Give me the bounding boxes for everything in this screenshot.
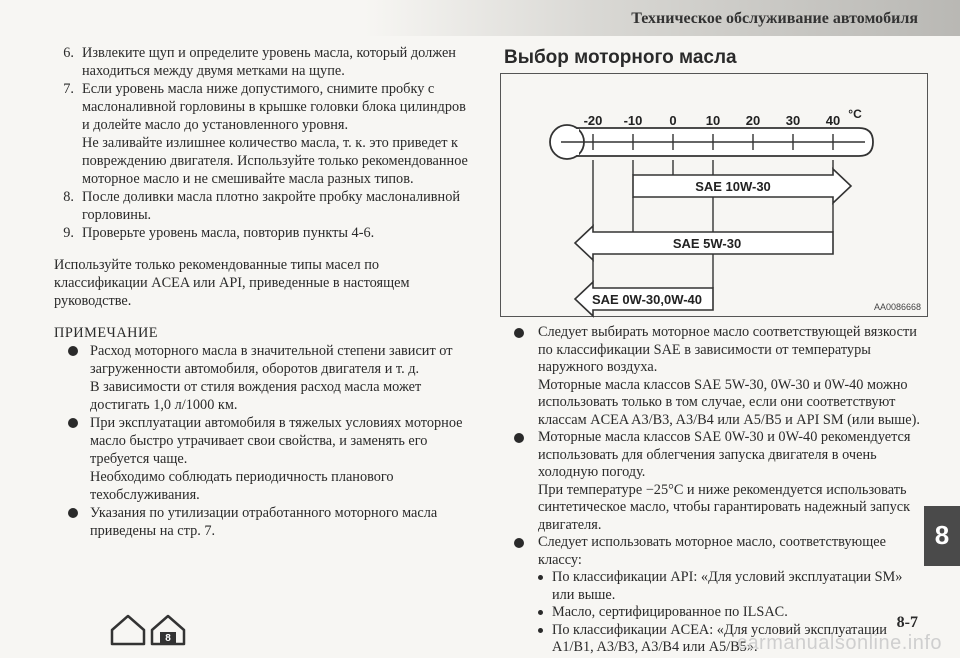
step-number: 9. <box>63 225 74 241</box>
tick-label: 10 <box>705 113 721 128</box>
section-title: Выбор моторного масла <box>504 47 737 68</box>
step-number: 8. <box>63 189 74 205</box>
acea-api-paragraph: Используйте только рекомендованные типы масел по классификации ACEA или API, приведенные в настоящем руководстве. <box>54 257 410 309</box>
bullet-icon <box>514 328 524 338</box>
note-text: Указания по утилизации отработанного моторного масла приведены на стр. 7. <box>90 505 438 539</box>
page-number: 8-7 <box>896 614 918 631</box>
nav-icons <box>108 610 188 650</box>
range-label: SAE 0W-30,0W-40 <box>591 292 703 307</box>
left-column <box>54 44 474 540</box>
step-text: Извлеките щуп и определите уровень масла, который должен находиться между двумя метками на щупе. <box>82 45 456 79</box>
note-text-continued: В зависимости от стиля вождения расход масла может достигать 1,0 л/1000 км. <box>90 379 422 413</box>
viscosity-chart-svg <box>501 74 929 318</box>
step-text: После доливки масла плотно закройте пробку маслоналивной горловины. <box>82 189 461 223</box>
sub-item <box>538 569 924 604</box>
step-text: Если уровень масла ниже допустимого, снимите пробку с маслоналивной горловины в крышке головки блока цилиндров и долейте масло до установленного уровня. <box>82 81 466 133</box>
sub-item <box>538 604 924 622</box>
tick-label: -20 <box>583 113 603 128</box>
sub-item-text: По классификации ACEA: «Для условий эксплуатации A1/B1, A3/B3, A3/B4 или A5/B5». <box>552 621 887 655</box>
step-number: 6. <box>63 45 74 61</box>
step-number: 7. <box>63 81 74 97</box>
range-label: SAE 5W-30 <box>672 236 742 251</box>
note-item <box>68 342 474 414</box>
bullet-icon <box>68 346 78 356</box>
sub-item-text: Масло, сертифицированное по ILSAC. <box>552 604 788 620</box>
step-6 <box>54 44 474 80</box>
note-text-continued: Необходимо соблюдать периодичность планового техобслуживания. <box>90 469 394 503</box>
nav-chapter-badge: 8 <box>165 633 171 644</box>
recommendation-item <box>514 324 924 429</box>
tick-label: 0 <box>669 113 677 128</box>
sub-bullet-icon <box>538 575 543 580</box>
note-item <box>68 414 474 504</box>
chapter-home-icon[interactable] <box>152 616 184 644</box>
step-text: Проверьте уровень масла, повторив пункты 4-6. <box>82 225 375 241</box>
step-9 <box>54 224 474 242</box>
chapter-number: 8 <box>934 520 950 550</box>
sub-bullet-icon <box>538 628 543 633</box>
sub-bullet-icon <box>538 610 543 615</box>
tick-label: 30 <box>785 113 801 128</box>
recommendation-text: Моторные масла классов SAE 0W-30 и 0W-40 рекомендуется использовать для облегчения запуска двигателя в очень холодную погоду. <box>538 429 911 480</box>
step-text-continued: Не заливайте излишнее количество масла, т. к. это приведет к повреждению двигателя. Используйте только рекомендованное моторное масло и не смешивайте масла разных типов. <box>82 135 468 187</box>
viscosity-range <box>575 282 713 316</box>
figure-code: AA0086668 <box>873 302 921 312</box>
bullet-icon <box>68 508 78 518</box>
bullet-icon <box>514 538 524 548</box>
viscosity-range <box>575 226 833 260</box>
home-icon[interactable] <box>112 616 144 644</box>
step-8 <box>54 188 474 224</box>
recommendation-text: Следует использовать моторное масло, соответствующее классу: <box>538 534 886 568</box>
tick-label: 40 <box>825 113 841 128</box>
sub-item-text: По классификации API: «Для условий эксплуатации SM» или выше. <box>552 569 903 603</box>
viscosity-range <box>633 169 851 203</box>
viscosity-chart <box>500 73 928 317</box>
recommendation-text-continued: Моторные масла классов SAE 5W-30, 0W-30 и 0W-40 можно использовать только в том случае, если они соответствуют классам ACEA A3/B3, A3/B4 или A5/B5 и API SM (или выше). <box>538 376 920 428</box>
bullet-icon <box>68 418 78 428</box>
note-title: ПРИМЕЧАНИЕ <box>54 325 159 341</box>
right-column <box>504 324 924 657</box>
note-item <box>68 504 474 540</box>
recommendation-text: Следует выбирать моторное масло соответствующей вязкости по классификации SAE в зависимости от температуры наружного воздуха. <box>538 324 917 375</box>
viscosity-ranges <box>575 160 851 316</box>
step-7 <box>54 80 474 188</box>
range-label: SAE 10W-30 <box>695 179 771 194</box>
unit-label: °C <box>848 107 862 121</box>
recommendation-item <box>514 534 924 569</box>
watermark: carmanualsonline.info <box>736 632 942 654</box>
note-text: Расход моторного масла в значительной степени зависит от загруженности автомобиля, оборотов двигателя и т. д. <box>90 343 453 377</box>
tick-label: 20 <box>745 113 761 128</box>
bullet-icon <box>514 433 524 443</box>
tick-label: -10 <box>623 113 643 128</box>
thermometer <box>550 125 873 159</box>
recommendation-text-continued: При температуре −25°C и ниже рекомендуется использовать синтетическое масло, чтобы гарантировать надежный запуск двигателя. <box>538 481 911 533</box>
note-text: При эксплуатации автомобиля в тяжелых условиях моторное масло быстро утрачивает свои свойства, и заменять его требуется чаще. <box>90 415 463 467</box>
recommendation-item <box>514 429 924 534</box>
page-header-title: Техническое обслуживание автомобиля <box>631 10 918 27</box>
chapter-tab[interactable] <box>924 506 960 566</box>
